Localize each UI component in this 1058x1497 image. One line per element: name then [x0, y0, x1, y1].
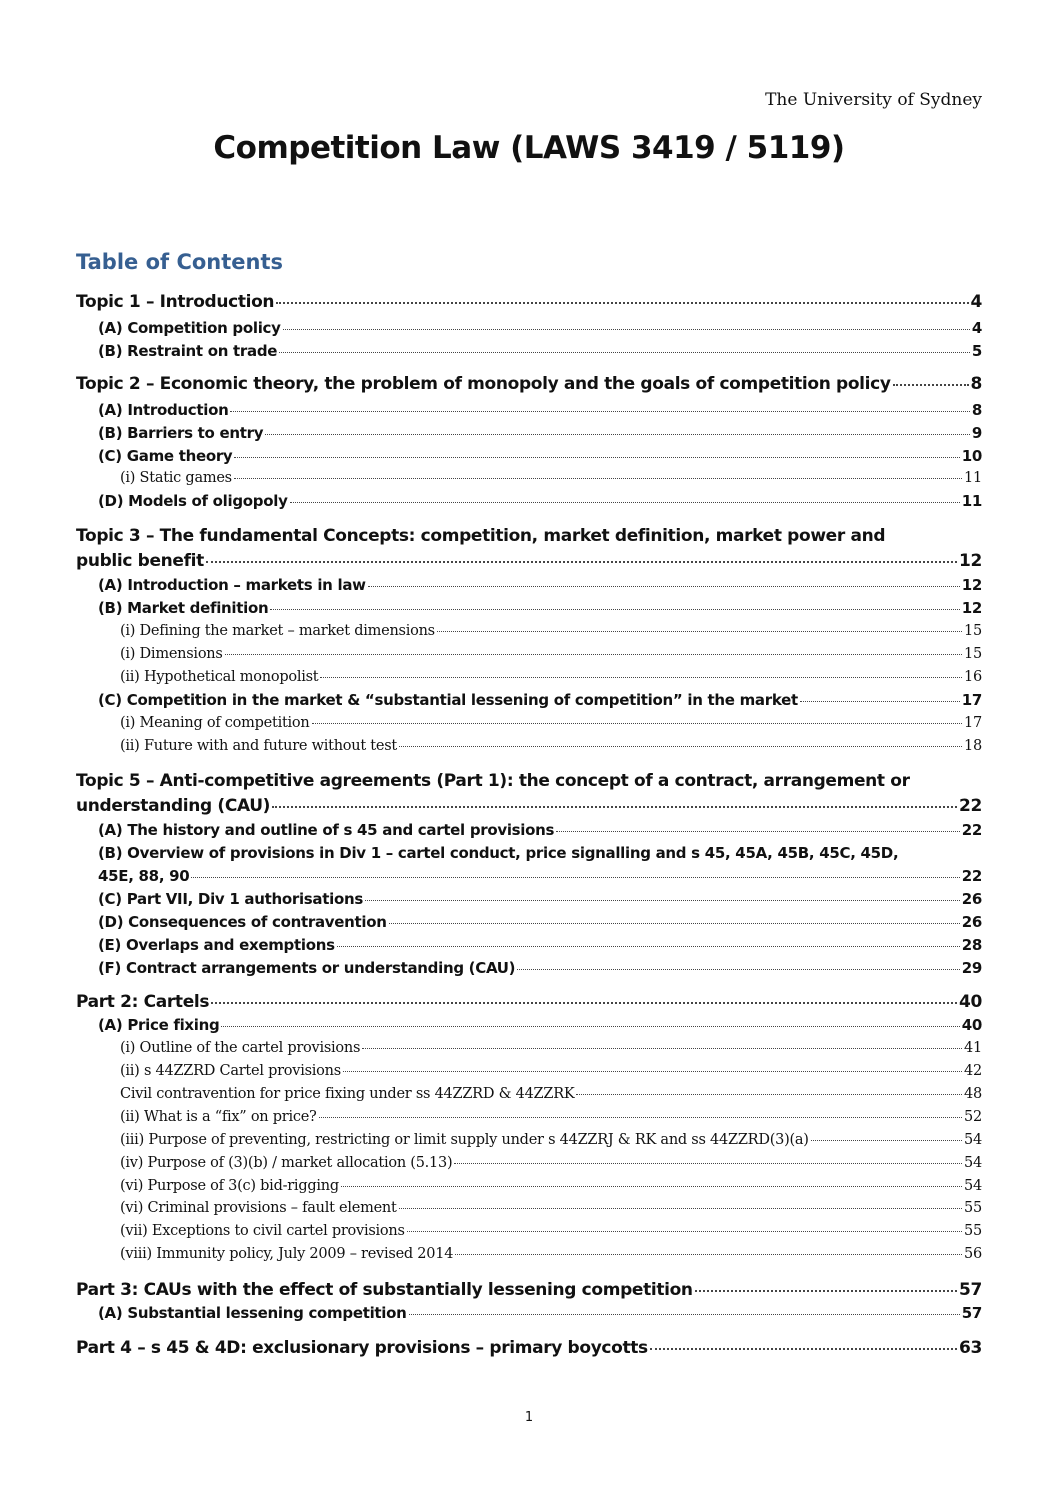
toc-page-number: 12 [959, 551, 982, 571]
toc-leader-dots [454, 1163, 962, 1164]
toc-entry-label: Topic 2 – Economic theory, the problem of monopoly and the goals of competition policy [76, 374, 891, 394]
toc-page-number: 26 [961, 913, 982, 931]
toc-entry[interactable] [76, 342, 982, 360]
toc-entry[interactable] [76, 913, 982, 931]
toc-entry-label: (C) Competition in the market & “substantial lessening of competition” in the market [98, 691, 798, 709]
toc-entry-label: (F) Contract arrangements or understanding (CAU) [98, 959, 516, 977]
toc-page-number: 63 [959, 1338, 982, 1358]
toc-leader-dots [230, 411, 969, 412]
toc-entry-label: (B) Market definition [98, 599, 269, 617]
toc-leader-dots [221, 1026, 959, 1027]
toc-leader-dots [319, 1117, 962, 1118]
toc-entry-label: (vi) Purpose of 3(c) bid-rigging [120, 1178, 339, 1194]
toc-leader-dots [362, 1048, 962, 1049]
toc-entry-label: 45E, 88, 90 [98, 867, 190, 885]
toc-page-number: 12 [961, 576, 982, 594]
toc-entry[interactable] [76, 492, 982, 510]
toc-entry[interactable] [76, 821, 982, 839]
toc-entry-label: (ii) Hypothetical monopolist [120, 669, 319, 685]
toc-entry[interactable] [76, 1178, 982, 1194]
toc-page-number: 5 [971, 342, 982, 360]
toc-leader-dots [650, 1348, 957, 1350]
toc-page-number: 48 [964, 1086, 982, 1102]
toc-entry[interactable] [76, 691, 982, 709]
toc-leader-dots [399, 746, 962, 747]
toc-entry[interactable] [76, 319, 982, 337]
toc-page-number: 11 [964, 470, 982, 486]
toc-entry-label: (D) Models of oligopoly [98, 492, 288, 510]
toc-entry[interactable] [76, 1132, 982, 1148]
toc-leader-dots [800, 701, 960, 702]
toc-leader-dots [341, 1186, 962, 1187]
toc-entry-div1-line1[interactable]: (B) Overview of provisions in Div 1 – cartel conduct, price signalling and s 45, 45A, 45B, 45C, 45D, [98, 844, 899, 862]
toc-entry-label: (A) Introduction [98, 401, 229, 419]
toc-leader-dots [312, 723, 963, 724]
toc-leader-dots [225, 654, 962, 655]
toc-page-number: 54 [964, 1155, 982, 1171]
toc-page-number: 26 [961, 890, 982, 908]
toc-entry[interactable] [76, 1246, 982, 1262]
toc-leader-dots [517, 969, 959, 970]
toc-entry-label: Topic 1 – Introduction [76, 292, 275, 312]
toc-page-number: 15 [964, 646, 982, 662]
toc-entry-label: (A) Introduction – markets in law [98, 576, 366, 594]
toc-entry-label: (i) Defining the market – market dimensions [120, 623, 435, 639]
toc-leader-dots [409, 1314, 960, 1315]
toc-page-number: 12 [961, 599, 982, 617]
toc-leader-dots [234, 457, 959, 458]
toc-leader-dots [695, 1290, 957, 1292]
toc-entry-label: (A) Competition policy [98, 319, 281, 337]
toc-entry[interactable] [76, 1109, 982, 1125]
toc-entry[interactable] [76, 623, 982, 639]
toc-page-number: 16 [964, 669, 982, 685]
toc-leader-dots [206, 561, 957, 563]
toc-entry-label: (vi) Criminal provisions – fault element [120, 1200, 397, 1216]
toc-entry-label: (C) Game theory [98, 447, 233, 465]
toc-leader-dots [407, 1231, 962, 1232]
toc-entry-part-4[interactable] [76, 1338, 982, 1358]
toc-entry[interactable] [76, 447, 982, 465]
toc-entry-label: (E) Overlaps and exemptions [98, 936, 335, 954]
toc-leader-dots [437, 631, 962, 632]
toc-entry-label: (i) Dimensions [120, 646, 223, 662]
toc-entry[interactable] [76, 936, 982, 954]
toc-entry-label: (A) Substantial lessening competition [98, 1304, 407, 1322]
toc-entry-topic-2[interactable] [76, 374, 982, 394]
toc-page-number: 18 [964, 738, 982, 754]
toc-page-number: 55 [964, 1200, 982, 1216]
toc-entry[interactable] [76, 646, 982, 662]
toc-heading: Table of Contents [76, 250, 284, 274]
toc-entry[interactable] [76, 424, 982, 442]
toc-entry-label: Civil contravention for price fixing under ss 44ZZRD & 44ZZRK [120, 1086, 575, 1102]
toc-entry-label: (iii) Purpose of preventing, restricting or limit supply under s 44ZZRJ & RK and ss 44ZZRD(3)(a) [120, 1132, 809, 1148]
toc-page-number: 8 [970, 374, 982, 394]
toc-leader-dots [191, 877, 959, 878]
toc-leader-dots [893, 384, 969, 386]
toc-page-number: 17 [961, 691, 982, 709]
toc-entry-label: (B) Barriers to entry [98, 424, 264, 442]
toc-leader-dots [276, 302, 968, 304]
toc-page-number: 54 [964, 1132, 982, 1148]
toc-entry[interactable] [76, 576, 982, 594]
toc-leader-dots [270, 609, 959, 610]
toc-entry-label: (C) Part VII, Div 1 authorisations [98, 890, 363, 908]
toc-entry[interactable] [76, 1155, 982, 1171]
toc-entry[interactable] [76, 470, 982, 486]
toc-page-number: 8 [971, 401, 982, 419]
toc-entry[interactable] [76, 867, 982, 885]
toc-entry[interactable] [76, 959, 982, 977]
toc-page-number: 28 [961, 936, 982, 954]
toc-page-number: 52 [964, 1109, 982, 1125]
toc-entry[interactable] [76, 1063, 982, 1079]
toc-leader-dots [399, 1208, 962, 1209]
toc-leader-dots [365, 900, 960, 901]
institution-name: The University of Sydney [765, 90, 982, 110]
toc-entry-label: (viii) Immunity policy, July 2009 – revised 2014 [120, 1246, 454, 1262]
toc-entry-topic-5-line1[interactable]: Topic 5 – Anti-competitive agreements (Part 1): the concept of a contract, arrangement or [76, 771, 910, 791]
toc-page-number: 11 [961, 492, 982, 510]
toc-entry[interactable] [76, 738, 982, 754]
toc-page-number: 22 [961, 821, 982, 839]
toc-leader-dots [811, 1140, 962, 1141]
toc-leader-dots [389, 923, 960, 924]
toc-entry[interactable] [76, 1040, 982, 1056]
toc-entry-topic-1[interactable] [76, 292, 982, 312]
toc-leader-dots [290, 502, 960, 503]
toc-page-number: 4 [971, 319, 982, 337]
toc-entry-part-2[interactable] [76, 992, 982, 1012]
toc-page-number: 9 [971, 424, 982, 442]
toc-entry-label: (ii) What is a “fix” on price? [120, 1109, 317, 1125]
toc-entry-label: (i) Meaning of competition [120, 715, 310, 731]
toc-leader-dots [265, 434, 970, 435]
page-number: 1 [524, 1410, 534, 1425]
toc-leader-dots [279, 352, 970, 353]
toc-entry-label: Part 3: CAUs with the effect of substantially lessening competition [76, 1280, 693, 1300]
toc-page-number: 55 [964, 1223, 982, 1239]
toc-page-number: 54 [964, 1178, 982, 1194]
toc-page-number: 22 [959, 796, 982, 816]
toc-page-number: 40 [961, 1016, 982, 1034]
toc-entry-label: Part 4 – s 45 & 4D: exclusionary provisions – primary boycotts [76, 1338, 648, 1358]
toc-leader-dots [455, 1254, 962, 1255]
toc-entry[interactable] [76, 599, 982, 617]
toc-entry-label: (ii) s 44ZZRD Cartel provisions [120, 1063, 341, 1079]
toc-entry-label: (i) Outline of the cartel provisions [120, 1040, 361, 1056]
toc-entry-label: (iv) Purpose of (3)(b) / market allocation (5.13) [120, 1155, 453, 1171]
toc-page-number: 57 [961, 1304, 982, 1322]
toc-page-number: 41 [964, 1040, 982, 1056]
document-title: Competition Law (LAWS 3419 / 5119) [213, 130, 845, 166]
toc-entry-label: (B) Restraint on trade [98, 342, 278, 360]
toc-entry-label: understanding (CAU) [76, 796, 271, 816]
toc-leader-dots [234, 478, 962, 479]
toc-page-number: 57 [959, 1280, 982, 1300]
toc-entry[interactable] [76, 1304, 982, 1322]
toc-page-number: 17 [964, 715, 982, 731]
toc-page-number: 40 [959, 992, 982, 1012]
toc-entry-label: (A) Price fixing [98, 1016, 220, 1034]
toc-leader-dots [283, 329, 970, 330]
toc-leader-dots [343, 1071, 962, 1072]
toc-leader-dots [576, 1094, 962, 1095]
toc-entry[interactable] [76, 1086, 982, 1102]
toc-entry[interactable] [76, 1200, 982, 1216]
toc-entry-label: public benefit [76, 551, 204, 571]
toc-entry[interactable] [76, 1223, 982, 1239]
toc-entry[interactable] [76, 669, 982, 685]
toc-entry[interactable] [76, 401, 982, 419]
toc-page-number: 22 [961, 867, 982, 885]
toc-leader-dots [556, 831, 960, 832]
toc-page-number: 42 [964, 1063, 982, 1079]
toc-entry-topic-3-line1[interactable]: Topic 3 – The fundamental Concepts: competition, market definition, market power and [76, 526, 886, 546]
toc-entry-label: (D) Consequences of contravention [98, 913, 387, 931]
toc-page-number: 29 [961, 959, 982, 977]
toc-leader-dots [337, 946, 960, 947]
toc-entry-topic-5[interactable] [76, 796, 982, 816]
toc-entry[interactable] [76, 890, 982, 908]
toc-leader-dots [211, 1002, 957, 1004]
toc-leader-dots [368, 586, 960, 587]
toc-entry-label: (A) The history and outline of s 45 and cartel provisions [98, 821, 555, 839]
toc-entry-label: Part 2: Cartels [76, 992, 210, 1012]
toc-entry-label: (vii) Exceptions to civil cartel provisions [120, 1223, 405, 1239]
toc-entry-part-3[interactable] [76, 1280, 982, 1300]
toc-leader-dots [272, 806, 957, 808]
toc-page-number: 15 [964, 623, 982, 639]
toc-entry-label: (ii) Future with and future without test [120, 738, 397, 754]
toc-entry-label: (i) Static games [120, 470, 232, 486]
toc-page-number: 4 [970, 292, 982, 312]
toc-entry[interactable] [76, 1016, 982, 1034]
toc-page-number: 56 [964, 1246, 982, 1262]
toc-entry[interactable] [76, 715, 982, 731]
toc-entry-topic-3[interactable] [76, 551, 982, 571]
toc-page-number: 10 [961, 447, 982, 465]
toc-leader-dots [320, 677, 962, 678]
